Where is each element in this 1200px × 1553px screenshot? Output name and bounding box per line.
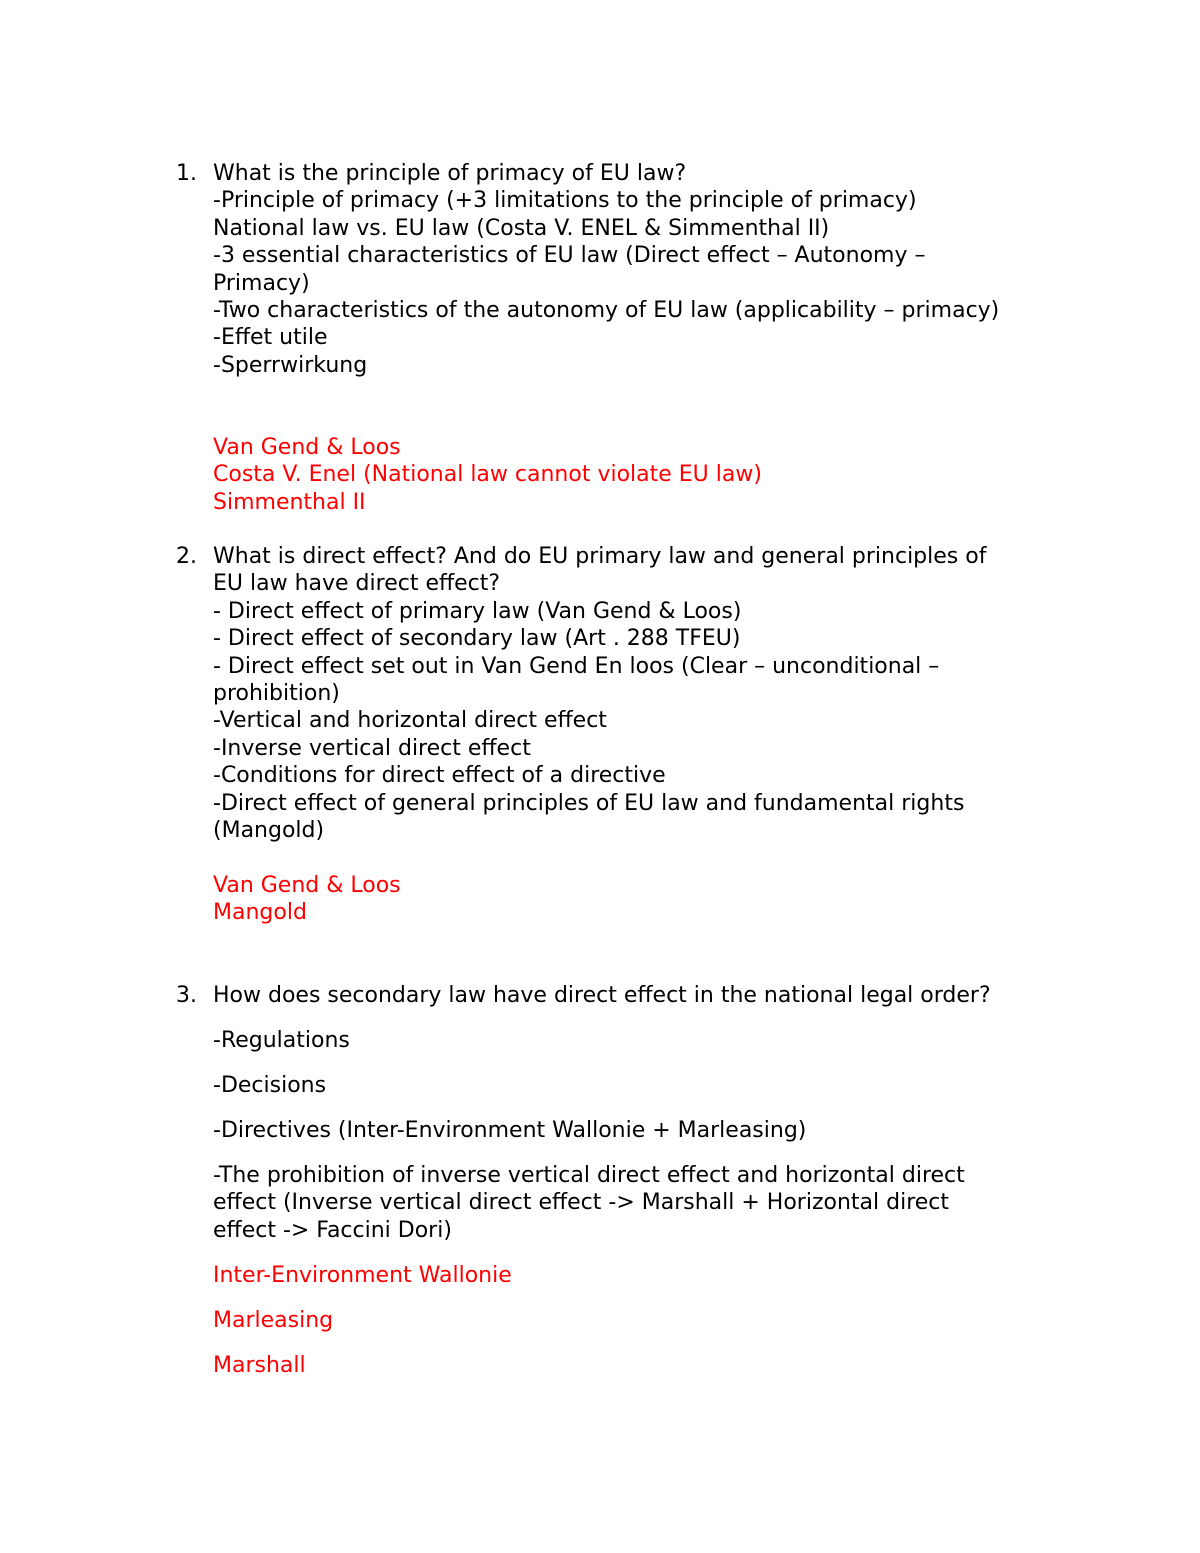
case-reference: Marshall xyxy=(213,1352,306,1378)
point: -Direct effect of general principles of EU law and fundamental rights xyxy=(213,790,965,816)
prohibition-line: -The prohibition of inverse vertical direct effect and horizontal direct xyxy=(213,1163,965,1188)
case-reference: Mangold xyxy=(213,900,307,926)
case-reference: Simmenthal II xyxy=(213,489,366,515)
point: - Direct effect of primary law (Van Gend & Loos) xyxy=(213,598,742,624)
question-body xyxy=(213,982,1073,1397)
point: -Two characteristics of the autonomy of EU law (applicability – primacy) xyxy=(213,298,1000,324)
case-reference: Van Gend & Loos xyxy=(213,872,401,898)
point: Primacy) xyxy=(213,270,310,296)
prohibition-paragraph xyxy=(213,1162,1073,1244)
point: National law vs. EU law (Costa V. ENEL & Simmenthal II) xyxy=(213,215,830,241)
question-number: 1. xyxy=(176,161,197,186)
point: -Sperrwirkung xyxy=(213,352,368,378)
point: prohibition) xyxy=(213,681,340,707)
prohibition-line: effect -> Faccini Dori) xyxy=(213,1217,452,1243)
question-body xyxy=(213,543,1073,927)
point: -Effet utile xyxy=(213,325,328,351)
question-number: 3. xyxy=(176,983,197,1008)
question-text: What is the principle of primacy of EU law? xyxy=(213,161,687,186)
case-reference: Costa V. Enel (National law cannot violate EU law) xyxy=(213,462,762,488)
question-body xyxy=(213,160,1073,516)
point: -Regulations xyxy=(213,1028,350,1053)
point: -Decisions xyxy=(213,1073,327,1098)
question-text: What is direct effect? And do EU primary law and general principles of xyxy=(213,544,987,569)
point: -Vertical and horizontal direct effect xyxy=(213,708,607,734)
point: - Direct effect set out in Van Gend En loos (Clear – unconditional – xyxy=(213,653,940,679)
point: -Directives (Inter-Environment Wallonie + Marleasing) xyxy=(213,1118,807,1143)
point: - Direct effect of secondary law (Art . 288 TFEU) xyxy=(213,626,741,652)
point: (Mangold) xyxy=(213,818,325,844)
case-reference: Marleasing xyxy=(213,1307,334,1333)
case-reference: Inter-Environment Wallonie xyxy=(213,1262,512,1288)
case-reference: Van Gend & Loos xyxy=(213,435,401,461)
question-text: How does secondary law have direct effect in the national legal order? xyxy=(213,983,991,1008)
point: -Conditions for direct effect of a directive xyxy=(213,763,666,789)
prohibition-line: effect (Inverse vertical direct effect -> Marshall + Horizontal direct xyxy=(213,1190,950,1216)
point: -3 essential characteristics of EU law (Direct effect – Autonomy – xyxy=(213,243,926,269)
point: -Principle of primacy (+3 limitations to the principle of primacy) xyxy=(213,188,917,214)
point: -Inverse vertical direct effect xyxy=(213,735,531,761)
question-text: EU law have direct effect? xyxy=(213,571,501,597)
question-number: 2. xyxy=(176,544,197,569)
